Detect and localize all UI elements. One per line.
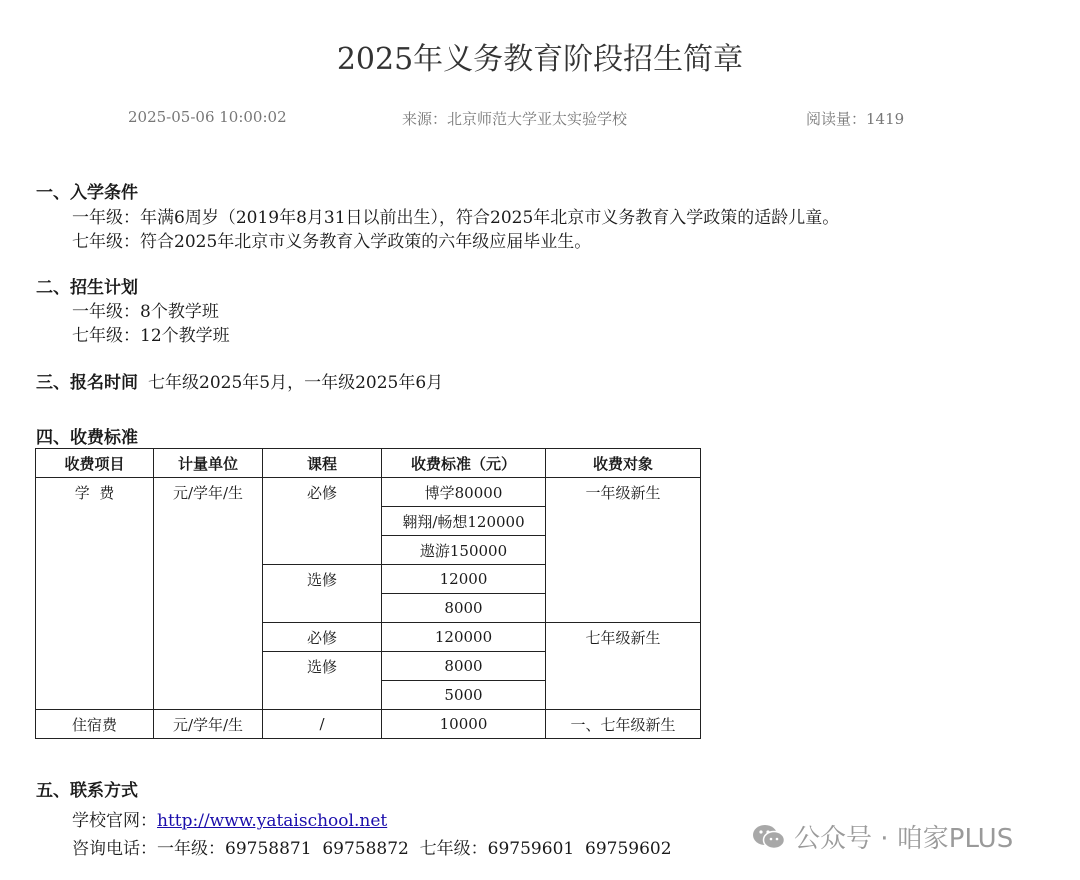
boarding-standard-cell: 10000	[382, 710, 546, 739]
admission-line-grade7: 七年级：符合2025年北京市义务教育入学政策的六年级应届毕业生。	[72, 232, 592, 252]
section-contact-heading: 五、联系方式	[36, 781, 138, 801]
admission-line-grade1: 一年级：年满6周岁（2019年8月31日以前出生），符合2025年北京市义务教育入学政策的适龄儿童。	[72, 208, 840, 228]
watermark	[752, 818, 1013, 855]
boarding-item-cell: 住宿费	[36, 710, 154, 739]
standard-cell: 8000	[382, 652, 546, 681]
standard-cell: 遨游150000	[382, 536, 546, 565]
boarding-unit-cell: 元/学年/生	[154, 710, 263, 739]
section-registration	[36, 368, 443, 393]
table-row	[36, 710, 701, 739]
tuition-item-cell: 学 费	[36, 478, 154, 710]
section-fees-heading: 四、收费标准	[36, 428, 138, 448]
registration-heading: 三、报名时间	[36, 373, 138, 393]
col-header-unit: 计量单位	[154, 449, 263, 478]
standard-cell: 12000	[382, 565, 546, 594]
grade1-elective-cell: 选修	[263, 565, 382, 623]
school-website-link[interactable]: http://www.yataischool.net	[157, 811, 388, 831]
col-header-standard: 收费标准（元）	[382, 449, 546, 478]
wechat-icon	[752, 823, 786, 851]
tuition-unit-cell: 元/学年/生	[154, 478, 263, 710]
grade7-elective-cell: 选修	[263, 652, 382, 710]
plan-line-grade7: 七年级：12个教学班	[72, 326, 230, 346]
standard-cell: 翱翔/畅想120000	[382, 507, 546, 536]
col-header-course: 课程	[263, 449, 382, 478]
table-header-row	[36, 449, 701, 478]
table-row	[36, 478, 701, 507]
section-plan-heading: 二、招生计划	[36, 278, 138, 298]
contact-phone-line: 咨询电话：一年级：69758871 69758872 七年级：69759601 69759602	[72, 839, 672, 859]
watermark-text: 公众号 · 咱家PLUS	[794, 824, 1014, 854]
section-admission-heading: 一、入学条件	[36, 183, 138, 203]
grade7-target-cell: 七年级新生	[546, 623, 701, 710]
grade1-target-cell: 一年级新生	[546, 478, 701, 623]
standard-cell: 5000	[382, 681, 546, 710]
boarding-course-cell: /	[263, 710, 382, 739]
page-title: 2025年义务教育阶段招生简章	[336, 42, 744, 77]
read-count: 阅读量：1419	[806, 110, 905, 128]
standard-cell: 博学80000	[382, 478, 546, 507]
source: 来源：北京师范大学亚太实验学校	[402, 110, 628, 128]
grade1-required-cell: 必修	[263, 478, 382, 565]
plan-line-grade1: 一年级：8个教学班	[72, 302, 219, 322]
fee-table	[35, 448, 701, 739]
boarding-target-cell: 一、七年级新生	[546, 710, 701, 739]
contact-site-line	[72, 806, 387, 831]
publish-date: 2025-05-06 10:00:02	[128, 108, 287, 126]
standard-cell: 8000	[382, 594, 546, 623]
standard-cell: 120000	[382, 623, 546, 652]
col-header-target: 收费对象	[546, 449, 701, 478]
registration-value: 七年级2025年5月，一年级2025年6月	[148, 373, 444, 393]
site-label: 学校官网：	[72, 811, 157, 831]
col-header-item: 收费项目	[36, 449, 154, 478]
grade7-required-cell: 必修	[263, 623, 382, 652]
